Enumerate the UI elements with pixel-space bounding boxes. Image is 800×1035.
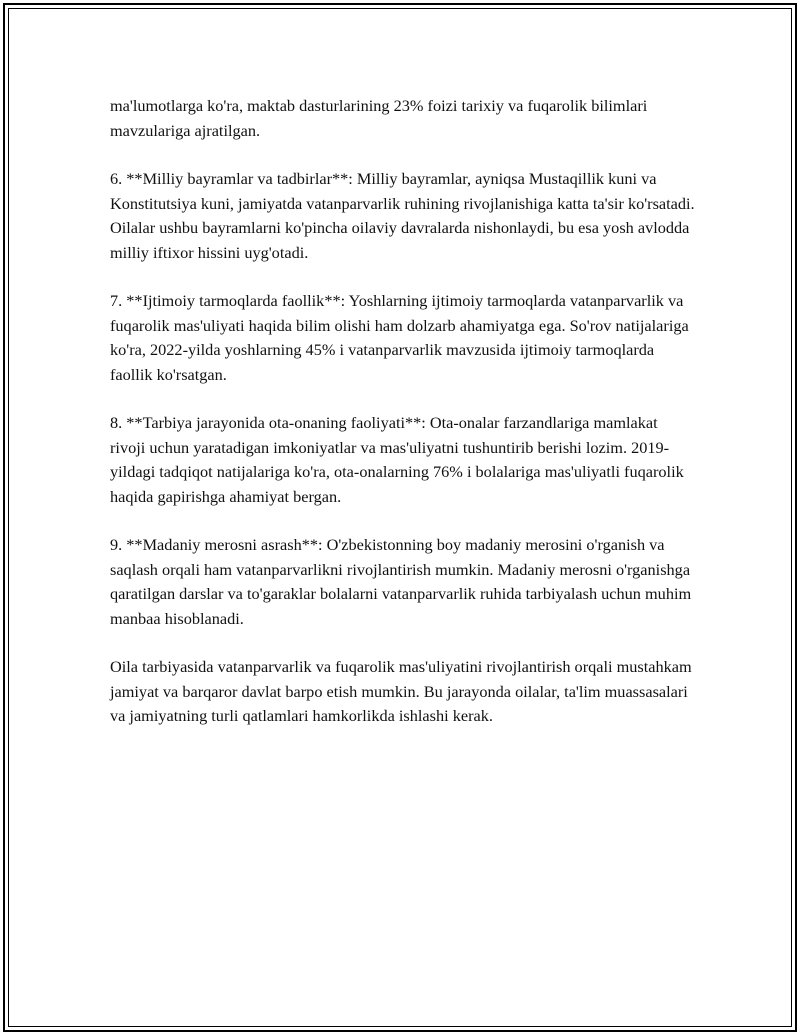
paragraph-item-7: 7. **Ijtimoiy tarmoqlarda faollik**: Yoshlarning ijtimoiy tarmoqlarda vatanparvarlik va fuqarolik mas'uliyati haqida bilim olishi ham dolzarb ahamiyatga ega. So'rov natijalariga ko'ra, 2022-yilda yoshlarning 45% i vatanparvarlik mavzusida ijtimoiy tarmoqlarda faollik ko'rsatgan. <box>110 291 689 384</box>
paragraph-item-6: 6. **Milliy bayramlar va tadbirlar**: Milliy bayramlar, ayniqsa Mustaqillik kuni va Konstitutsiya kuni, jamiyatda vatanparvarlik ruhining rivojlanishiga katta ta'sir ko'rsatadi. Oilalar ushbu bayramlarni ko'pincha oilaviy davralarda nishonlaydi, bu esa yosh avlodda milliy iftixor hissini uyg'otadi. <box>110 169 695 262</box>
paragraph-conclusion: Oila tarbiyasida vatanparvarlik va fuqarolik mas'uliyatini rivojlantirish orqali mustahkam jamiyat va barqaror davlat barpo etish mumkin. Bu jarayonda oilalar, ta'lim muassasalari va jamiyatning turli qatlamlari hamkorlikda ishlashi kerak. <box>110 657 692 725</box>
paragraph-intro-continuation: ma'lumotlarga ko'ra, maktab dasturlarining 23% foizi tarixiy va fuqarolik bilimlari mavzulariga ajratilgan. <box>110 96 648 140</box>
paragraph-item-8: 8. **Tarbiya jarayonida ota-onaning faoliyati**: Ota-onalar farzandlariga mamlakat rivoji uchun yaratadigan imkoniyatlar va mas'uliyatni tushuntirib berishi lozim. 2019-yildagi tadqiqot natijalariga ko'ra, ota-onalarning 76% i bolalariga mas'uliyatli fuqarolik haqida gapirishga ahamiyat bergan. <box>110 413 684 506</box>
document-body <box>110 94 695 753</box>
paragraph-item-9: 9. **Madaniy merosni asrash**: O'zbekistonning boy madaniy merosini o'rganish va saqlash orqali ham vatanparvarlikni rivojlantirish mumkin. Madaniy merosni o'rganishga qaratilgan darslar va to'garaklar bolalarni vatanparvarlik ruhida tarbiyalash uchun muhim manbaa hisoblanadi. <box>110 535 692 628</box>
